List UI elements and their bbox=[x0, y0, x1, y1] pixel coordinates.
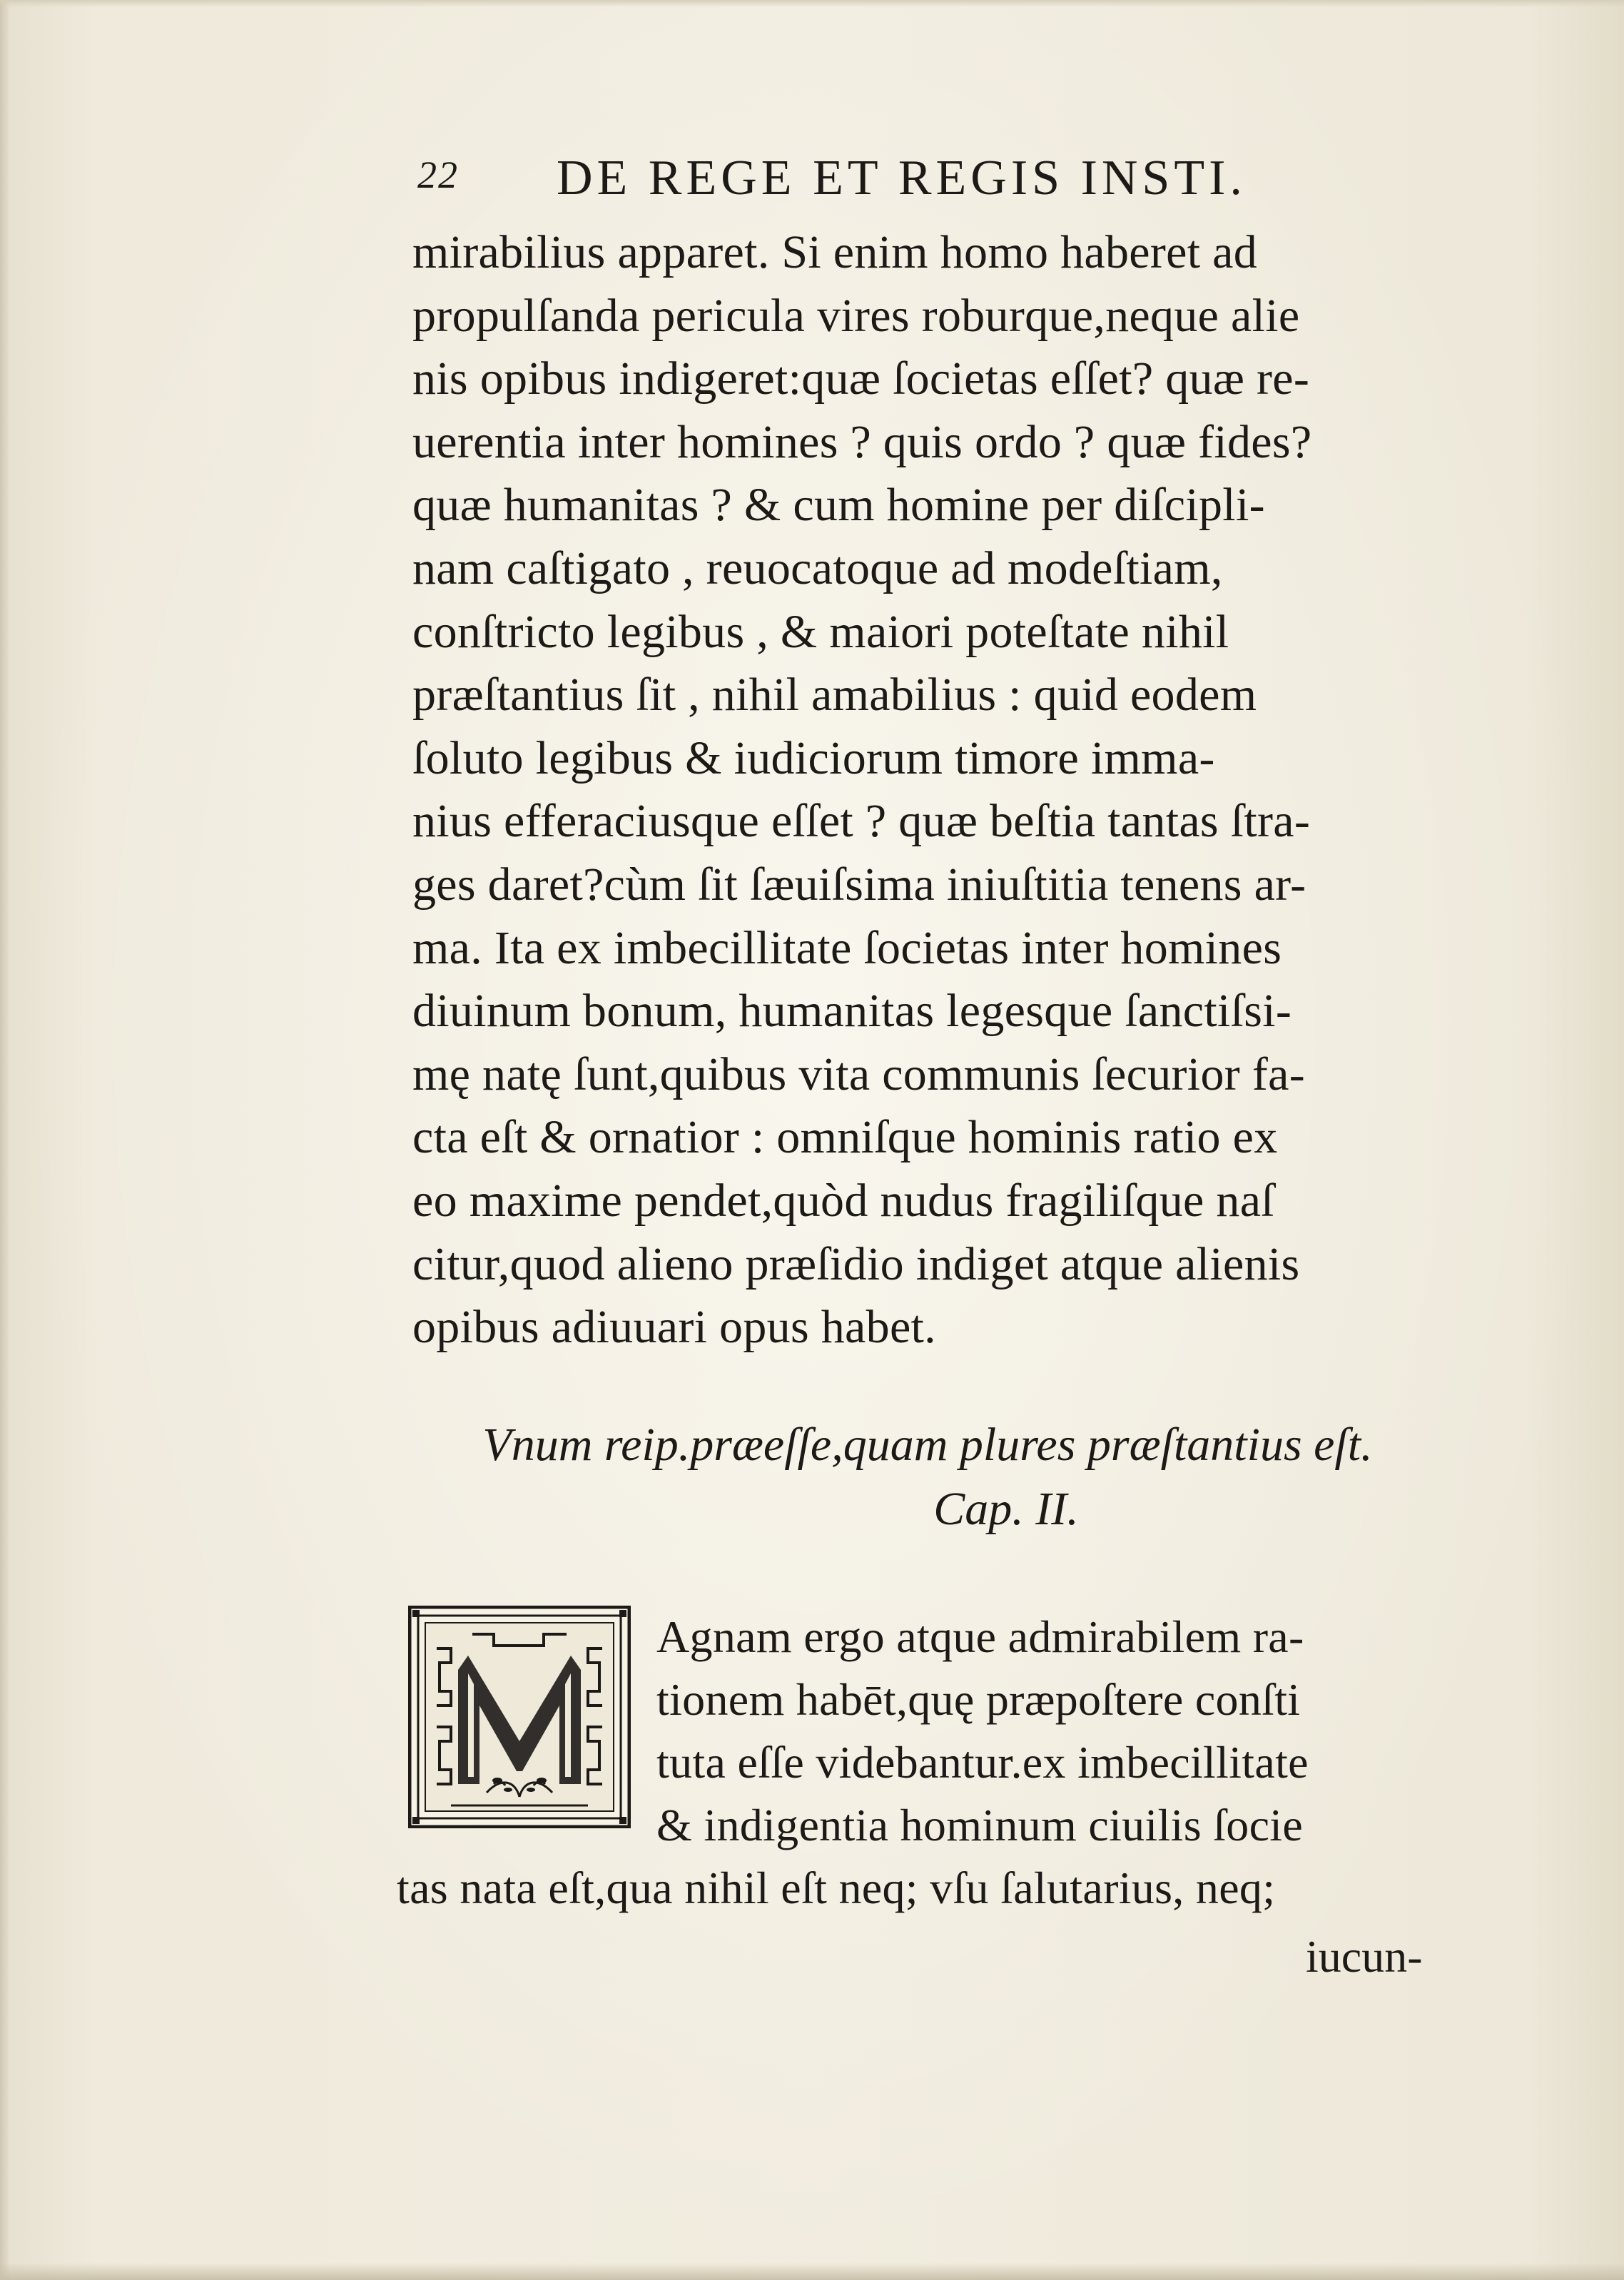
text-line: opibus adiuuari opus habet. bbox=[412, 1301, 936, 1354]
text-line: & indigentia hominum ciuilis ſocie bbox=[656, 1800, 1304, 1850]
main-paragraph bbox=[412, 221, 1468, 1359]
text-line: citur,quod alieno præſidio indiget atque alienis bbox=[412, 1237, 1300, 1290]
text-line: quæ humanitas ? & cum homine per diſcipli- bbox=[412, 479, 1265, 532]
chapter-number: Cap. II. bbox=[933, 1483, 1079, 1535]
text-line: Agnam ergo atque admirabilem ra- bbox=[656, 1611, 1304, 1662]
page-left-edge bbox=[0, 0, 10, 2280]
text-line: uerentia inter homines ? quis ordo ? quæ fides? bbox=[412, 415, 1312, 468]
page-header bbox=[417, 150, 1345, 207]
chapter-heading bbox=[400, 1413, 1456, 1541]
text-line: diuinum bonum, humanitas legesque ſanctiſsi- bbox=[412, 985, 1292, 1038]
page-number: 22 bbox=[417, 153, 459, 196]
text-line: ſoluto legibus & iudiciorum timore imma- bbox=[412, 731, 1215, 784]
text-line: nius efferaciusque eſſet ? quæ beſtia tantas ſtra- bbox=[412, 795, 1311, 848]
text-line: eo maxime pendet,quòd nudus fragiliſque naſ bbox=[412, 1174, 1274, 1227]
text-line: mirabilius apparet. Si enim homo haberet ad bbox=[412, 226, 1258, 278]
text-line: nam caſtigato , reuocatoque ad modeſtiam, bbox=[412, 542, 1223, 594]
page-bottom-edge bbox=[0, 2263, 1624, 2280]
text-line: nis opibus indigeret:quæ ſocietas eſſet? quæ re- bbox=[412, 353, 1310, 405]
page-top-edge bbox=[0, 0, 1624, 7]
catchword: iucun- bbox=[1306, 1931, 1423, 1982]
text-line: tionem habēt,quę præpoſtere conſti bbox=[656, 1674, 1301, 1725]
text-line: conſtricto legibus , & maiori poteſtate nihil bbox=[412, 605, 1229, 658]
text-line: mę natę ſunt,quibus vita communis ſecurior fa- bbox=[412, 1048, 1305, 1100]
text-line: ges daret?cùm ſit ſæuiſsima iniuſtitia tenens ar- bbox=[412, 858, 1306, 911]
chapter-title: Vnum reip.præeſſe,quam plures præſtantius eſt. bbox=[482, 1419, 1373, 1471]
text-line: cta eſt & ornatior : omniſque hominis ratio ex bbox=[412, 1111, 1278, 1164]
second-paragraph-opening bbox=[656, 1606, 1470, 1857]
text-line: tuta eſſe videbantur.ex imbecillitate bbox=[656, 1737, 1309, 1788]
decorated-initial-m-icon bbox=[408, 1606, 631, 1828]
text-line: præſtantius ſit , nihil amabilius : quid eodem bbox=[412, 669, 1257, 721]
text-line: propulſanda pericula vires roburque,neque alie bbox=[412, 289, 1300, 342]
text-line: tas nata eſt,qua nihil eſt neq; vſu ſalutarius, neq; bbox=[397, 1863, 1276, 1913]
second-paragraph-continuation bbox=[397, 1857, 1453, 1920]
running-head: DE REGE ET REGIS INSTI. bbox=[557, 151, 1247, 206]
text-line: ma. Ita ex imbecillitate ſocietas inter homines bbox=[412, 921, 1282, 974]
